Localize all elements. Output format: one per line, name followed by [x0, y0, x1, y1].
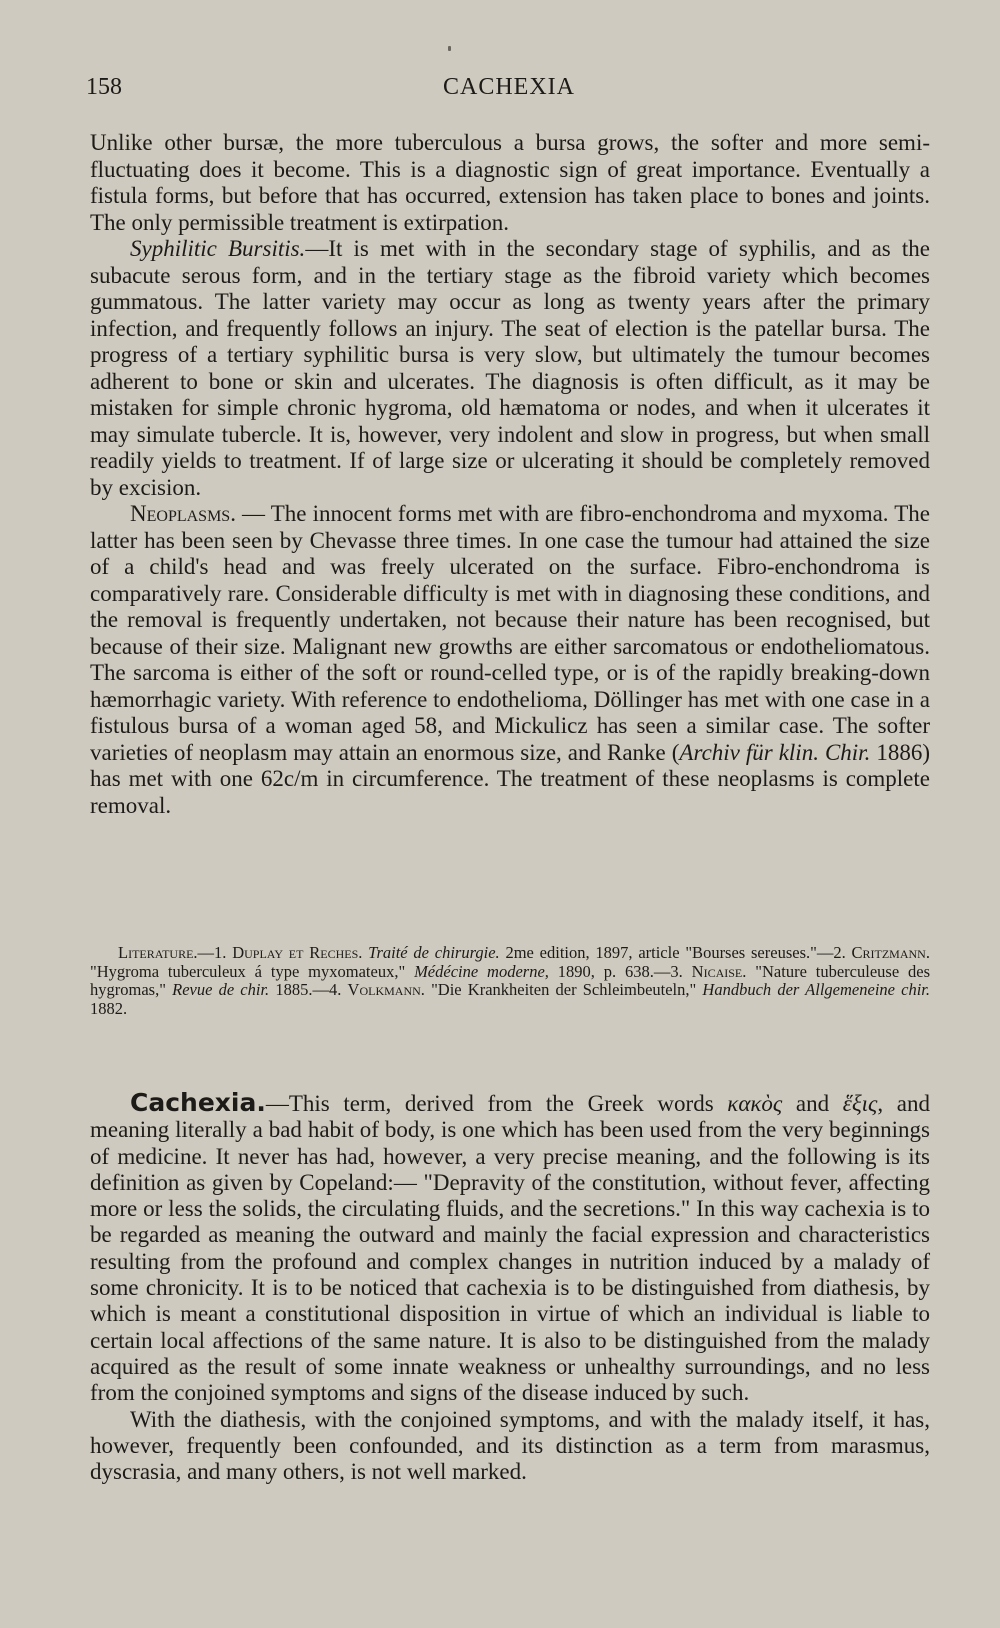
literature-author: Critzmann.	[851, 943, 930, 962]
cachexia-paragraph-2: With the diathesis, with the conjoined symptoms, and with the malady itself, it has, however, frequently been confounded, and its distinction as a term from marasmus, dyscrasia, and many others, is not well marked.	[90, 1406, 930, 1485]
cachexia-paragraph-1	[90, 1090, 930, 1407]
cachexia-text: , and meaning literally a bad habit of body, is one which has been used from the very beginnings of medicine. It never has had, however, a very precise meaning, and the following is its definition as given by Copeland:— "Depravity of the constitution, without fever, affecting more or less the solids, the circulating fluids, and the secretions." In this way cachexia is to be regarded as meaning the outward and mainly the facial expression and characteristics resulting from the profound and complex changes in nutrition induced by a malady of some chronicity. It is to be noticed that cachexia is to be distinguished from diathesis, by which is meant a constitutional disposition in virtue of which an individual is liable to certain local affections of the same nature. It is also to be distinguished from the malady acquired as the result of some innate weakness or unhealthy surroundings, and no less from the conjoined symptoms and signs of the disease induced by such.	[90, 1091, 930, 1406]
literature-text: "Nature tuberculeuse des hygromas,"	[90, 961, 931, 999]
neoplasms-text-1: — The innocent forms met with are fibro-enchondroma and myxoma. The latter has been seen by Chevasse three times. In one case the tumour had attained the size of a child's head and was freely ulcerated on the surface. Fibro-enchondroma is comparatively rare. Considerable difficulty is met with in diagnosing these conditions, and the removal is frequently undertaken, not because their nature has been recognised, but because of their size. Malignant new growths are either sarcomatous or endotheliomatous. The sarcoma is either of the soft or round-celled type, or is of the rapidly breaking-down hæmorrhagic variety. With reference to endothelioma, Döllinger has met with one case in a fistulous bursa of a woman aged 58, and Mickulicz has seen a similar case. The softer varieties of neoplasm may attain an enormous size, and Ranke (	[90, 501, 930, 765]
literature-author: Duplay et Reches.	[232, 943, 363, 962]
cachexia-article	[90, 1090, 930, 1485]
page-header	[86, 74, 932, 110]
literature-title: Médécine moderne,	[414, 961, 549, 981]
literature-author: Nicaise.	[691, 961, 747, 981]
literature-title: Handbuch der Allgemeneine chir.	[702, 980, 931, 999]
print-speck	[448, 46, 451, 51]
cachexia-heading: Cachexia.	[130, 1088, 266, 1117]
literature-title: Revue de chir.	[172, 980, 270, 999]
greek-word: κακὸς	[727, 1091, 783, 1116]
literature-text: 2me edition, 1897, article "Bourses sereuses."—2.	[499, 943, 852, 962]
journal-title: Archiv für klin. Chir.	[679, 739, 871, 765]
literature-author: Volkmann.	[347, 980, 425, 999]
neoplasms-text-2: 1886) has met with one 62c/m in circumference. The treatment of these neoplasms is complete removal.	[90, 739, 930, 818]
greek-word: ἕξις	[842, 1091, 878, 1116]
neoplasms-paragraph	[90, 501, 930, 819]
cachexia-text: and	[782, 1091, 843, 1116]
literature-text: "Hygroma tuberculeux á type myxomateux,"	[90, 961, 415, 981]
literature-section	[90, 944, 930, 1018]
literature-text: "Die Krankheiten der Schleimbeuteln,"	[424, 980, 703, 999]
tuberculous-bursitis-paragraph: Unlike other bursæ, the more tuberculous a bursa grows, the softer and more semi-fluctuating does it become. This is a diagnostic sign of great importance. Eventually a fistula forms, but before that has occurred, extension has taken place to bones and joints. The only permissible treatment is extirpation.	[90, 130, 930, 235]
page-number: 158	[86, 74, 122, 100]
literature-text: 1882.	[90, 998, 128, 1018]
literature-text: 1890, p. 638.—3.	[548, 961, 692, 981]
literature-text: —1.	[197, 943, 233, 962]
neoplasms-heading: Neoplasms.	[130, 501, 236, 526]
literature-label: Literature.	[118, 943, 198, 962]
running-head: CACHEXIA	[443, 74, 575, 100]
syphilitic-heading: Syphilitic Bursitis.	[130, 236, 306, 261]
syphilitic-bursitis-paragraph	[90, 236, 930, 501]
syphilitic-text: —It is met with in the secondary stage of syphilis, and as the subacute serous form, and in the tertiary stage as the fibroid variety which becomes gummatous. The latter variety may occur as long as twenty years after the primary infection, and frequently follows an injury. The seat of election is the patellar bursa. The progress of a tertiary syphilitic bursa is very slow, but ultimately the tumour becomes adherent to bone or skin and ulcerates. The diagnosis is often difficult, as it may be mistaken for simple chronic hygroma, old hæmatoma or nodes, and when it ulcerates it may simulate tubercle. It is, however, very indolent and slow in progress, but when small readily yields to treatment. If of large size or ulcerating it should be completely removed by excision.	[90, 236, 930, 500]
literature-title: Traité de chirurgie.	[362, 943, 500, 962]
literature-text: 1885.—4.	[269, 980, 348, 999]
body-text	[90, 130, 930, 819]
cachexia-text: —This term, derived from the Greek words	[265, 1091, 728, 1116]
literature-paragraph	[90, 944, 930, 1018]
